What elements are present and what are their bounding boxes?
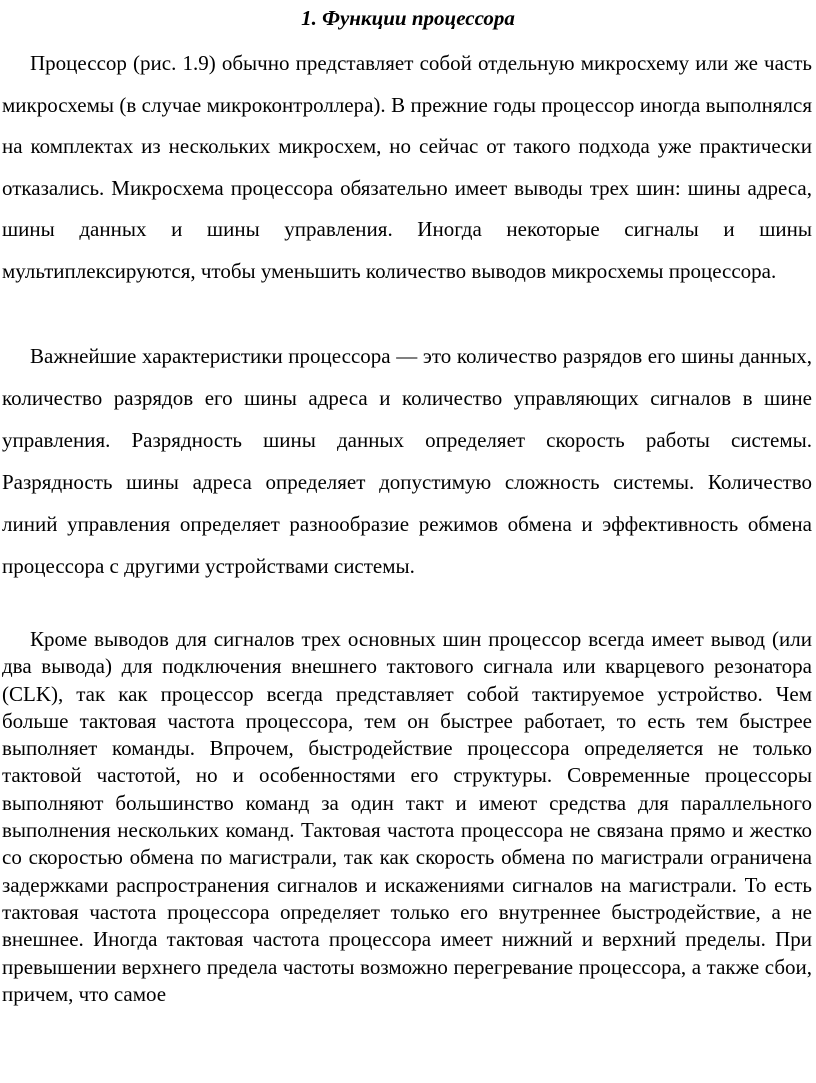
section-title: 1. Функции процессора [301,6,515,30]
paragraph-processor-intro: Процессор (рис. 1.9) обычно представляет собой отдельную микросхему или же часть микросхемы (в случае микроконтроллера). В прежние годы процессор иногда выполнялся на комплектах из нескольких микросхем, но сейчас от такого подхода уже практически отказались. Микросхема процессора обязательно имеет выводы трех шин: шины адреса, шины данных и шины управления. Иногда некоторые сигналы и шины мультиплексируются, чтобы уменьшить количество выводов микросхемы процессора. [2,51,812,283]
paragraph-processor-characteristics: Важнейшие характеристики процессора — это количество разрядов его шины данных, количество разрядов его шины адреса и количество управляющих сигналов в шине управления. Разрядность шины данных определяет скорость работы системы. Разрядность шины адреса определяет допустимую сложность системы. Количество линий управления определяет разнообразие режимов обмена и эффективность обмена процессора с другими устройствами системы. [2,344,812,578]
paragraph-clock-frequency: Кроме выводов для сигналов трех основных шин процессор всегда имеет вывод (или два вывода) для подключения внешнего тактового сигнала или кварцевого резонатора (CLK), так как процессор всегда представляет собой тактируемое устройство. Чем больше тактовая частота процессора, тем он быстрее работает, то есть тем быстрее выполняет команды. Впрочем, быстродействие процессора определяется не только тактовой частотой, но и особенностями его структуры. Современные процессоры выполняют большинство команд за один такт и имеют средства для параллельного выполнения нескольких команд. Тактовая частота процессора не связана прямо и жестко со скоростью обмена по магистрали, так как скорость обмена по магистрали ограничена задержками распространения сигналов и искажениями сигналов на магистрали. То есть тактовая частота процессора определяет только его внутреннее быстродействие, а не внешнее. Иногда тактовая частота процессора имеет нижний и верхний пределы. При превышении верхнего предела частоты возможно перегревание процессора, а также сбои, причем, что самое [2,627,812,1006]
